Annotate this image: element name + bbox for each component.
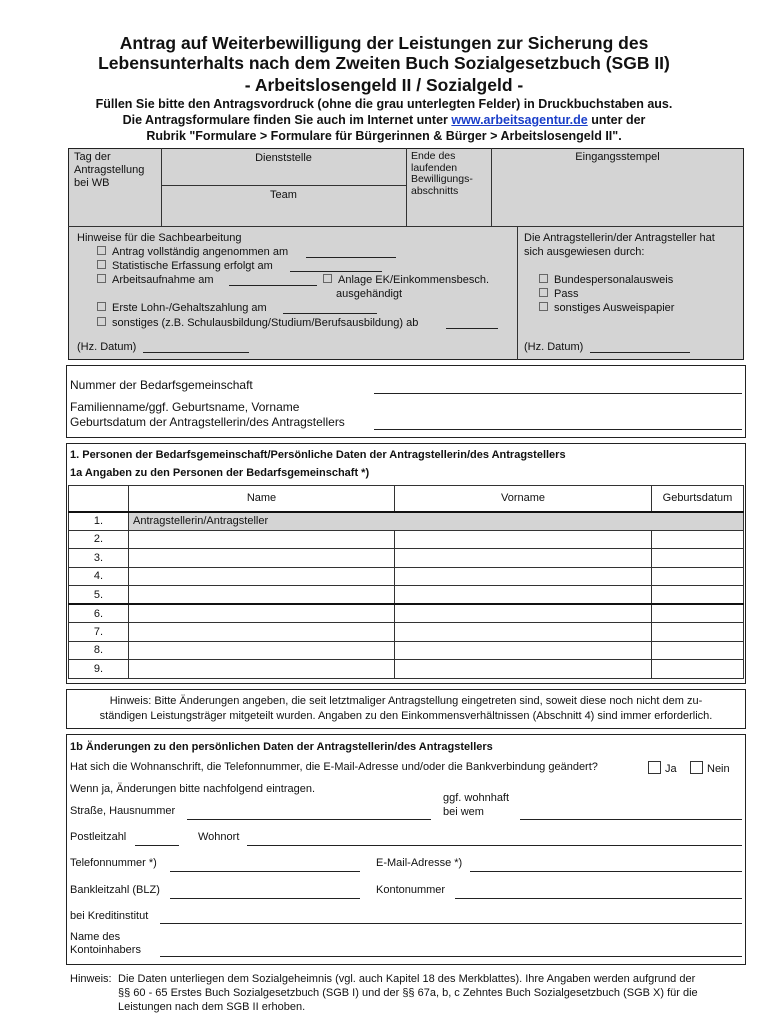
name-cell[interactable] <box>129 641 395 660</box>
blz-label: Bankleitzahl (BLZ) <box>70 884 160 896</box>
bewilligungsabschnitt-label: Ende des laufenden Bewilligungs-abschnitts <box>411 150 473 197</box>
name-label: Familienname/ggf. Geburtsname, Vorname <box>70 400 300 414</box>
checkbox-row[interactable] <box>97 260 273 273</box>
table-row <box>69 512 744 531</box>
bg-nummer-field[interactable] <box>374 393 742 394</box>
telefon-label: Telefonnummer *) <box>70 857 157 869</box>
ausweis-title-2: sich ausgewiesen durch: <box>524 246 645 258</box>
bg-nummer-label: Nummer der Bedarfsgemeinschaft <box>70 378 253 392</box>
row-number: 7. <box>69 623 129 642</box>
plz-label: Postleitzahl <box>70 831 127 843</box>
row-number: 4. <box>69 567 129 586</box>
checkbox-icon[interactable] <box>539 274 548 283</box>
checkbox-row[interactable] <box>97 274 214 287</box>
kontoinhaber-label-1: Name des <box>70 931 121 943</box>
table-row <box>69 549 744 568</box>
footer-label: Hinweis: <box>70 973 112 985</box>
geburtsdatum-cell[interactable] <box>652 549 744 568</box>
name-cell[interactable] <box>129 530 395 549</box>
blz-field[interactable] <box>170 898 360 899</box>
checkbox-label: Pass <box>554 288 579 300</box>
vorname-cell[interactable] <box>395 530 652 549</box>
wohnhaft-label-2: bei wem <box>443 806 484 818</box>
nein-option[interactable] <box>690 761 730 775</box>
checkbox-row[interactable] <box>97 317 418 330</box>
table-row <box>69 586 744 605</box>
checkbox-icon[interactable] <box>648 761 661 774</box>
ja-option[interactable] <box>648 761 677 775</box>
hinweis-line-1: Hinweis: Bitte Änderungen angeben, die seit letztmaliger Antragstellung eingetreten sind, soweit diese noch nicht dem zu- <box>109 695 703 707</box>
geburtsdatum-cell[interactable] <box>652 604 744 623</box>
plz-field[interactable] <box>135 845 179 846</box>
geburtsdatum-cell[interactable] <box>652 567 744 586</box>
checkbox-label: sonstiges Ausweispapier <box>554 302 675 314</box>
name-cell[interactable] <box>129 567 395 586</box>
persons-table <box>68 485 744 679</box>
column-header-geburtsdatum: Geburtsdatum <box>652 486 744 512</box>
kontonummer-label: Kontonummer <box>376 884 446 896</box>
footer-line-1: Die Daten unterliegen dem Sozialgeheimnis (vgl. auch Kapitel 18 des Merkblattes). Ihre Angaben werden aufgrund der <box>118 973 696 985</box>
checkbox-icon[interactable] <box>323 274 332 283</box>
checkbox-label: Erste Lohn-/Gehaltszahlung am <box>112 302 267 314</box>
kreditinstitut-field[interactable] <box>160 923 742 924</box>
name-cell[interactable] <box>129 623 395 642</box>
instruction-line-1: Füllen Sie bitte den Antragsvordruck (ohne die grau unterlegten Felder) in Druckbuchstaben aus. <box>95 97 673 111</box>
ausweis-option[interactable] <box>539 274 673 287</box>
geburtsdatum-cell[interactable] <box>652 586 744 605</box>
ausweis-option[interactable] <box>539 302 674 315</box>
hinweis-line-2: ständigen Leistungsträger mitgeteilt wurden. Angaben zu den Einkommensverhältnissen (Abschnitt 4) sind immer erforderlich. <box>99 710 713 722</box>
checkbox-label: Statistische Erfassung erfolgt am <box>112 260 273 272</box>
telefon-field[interactable] <box>170 871 360 872</box>
hz-datum-label: (Hz. Datum) <box>77 341 137 353</box>
footer-line-2: §§ 60 - 65 Erstes Buch Sozialgesetzbuch (SGB I) und der §§ 67a, b, c Zehntes Buch Sozialgesetzbuch (SGB X) für die <box>118 987 698 999</box>
dienststelle-label: Dienststelle <box>255 152 312 164</box>
row-1-name-cell: Antragstellerin/Antragsteller <box>129 512 744 531</box>
row-number: 9. <box>69 660 129 679</box>
checkbox-icon[interactable] <box>97 274 106 283</box>
geburtsdatum-cell[interactable] <box>652 530 744 549</box>
table-row <box>69 660 744 679</box>
hinweise-title: Hinweise für die Sachbearbeitung <box>77 232 242 244</box>
anlage-label-2: ausgehändigt <box>336 288 403 300</box>
section-1b-title: 1b Änderungen zu den persönlichen Daten der Antragstellerin/des Antragstellers <box>70 741 493 753</box>
vorname-cell[interactable] <box>395 641 652 660</box>
checkbox-row[interactable] <box>97 302 267 315</box>
vorname-cell[interactable] <box>395 660 652 679</box>
table-row <box>69 530 744 549</box>
checkbox-label: Antrag vollständig angenommen am <box>112 246 289 258</box>
wohnort-label: Wohnort <box>198 831 240 843</box>
table-row <box>69 623 744 642</box>
checkbox-icon[interactable] <box>539 302 548 311</box>
ausweis-title-1: Die Antragstellerin/der Antragsteller hat <box>524 232 715 244</box>
geburtsdatum-label: Geburtsdatum der Antragstellerin/des Antragstellers <box>70 415 345 429</box>
footer-line-3: Leistungen nach dem SGB II erhoben. <box>118 1001 306 1013</box>
name-cell[interactable] <box>129 586 395 605</box>
instruction-line-3: Rubrik "Formulare > Formulare für Bürgerinnen & Bürger > Arbeitslosengeld II". <box>146 129 622 143</box>
email-label: E-Mail-Adresse *) <box>376 857 463 869</box>
checkbox-icon[interactable] <box>690 761 703 774</box>
title-line-1: Antrag auf Weiterbewilligung der Leistungen zur Sicherung des <box>119 33 649 53</box>
wohnhaft-field[interactable] <box>520 819 742 820</box>
ausweis-option[interactable] <box>539 288 578 301</box>
row-number: 6. <box>69 604 129 623</box>
team-label: Team <box>270 189 297 201</box>
row-number: 2. <box>69 530 129 549</box>
kreditinstitut-label: bei Kreditinstitut <box>70 910 149 922</box>
wohnhaft-label-1: ggf. wohnhaft <box>443 792 510 804</box>
checkbox-label: sonstiges (z.B. Schulausbildung/Studium/Berufsausbildung) ab <box>112 317 419 329</box>
email-field[interactable] <box>470 871 742 872</box>
instruction-text: unter der <box>587 113 646 127</box>
title-line-2: Lebensunterhalts nach dem Zweiten Buch Sozialgesetzbuch (SGB II) <box>98 53 670 73</box>
kontoinhaber-field[interactable] <box>160 956 742 957</box>
kontonummer-field[interactable] <box>455 898 742 899</box>
ja-label: Ja <box>665 763 677 775</box>
checkbox-icon[interactable] <box>97 260 106 269</box>
nein-label: Nein <box>707 763 730 775</box>
name-cell[interactable] <box>129 604 395 623</box>
name-geburt-field[interactable] <box>374 429 742 430</box>
antragstellung-date-label: Tag der Antragstellung bei WB <box>74 151 145 189</box>
geburtsdatum-cell[interactable] <box>652 641 744 660</box>
row-number: 1. <box>69 512 129 531</box>
vorname-cell[interactable] <box>395 549 652 568</box>
name-cell[interactable] <box>129 660 395 679</box>
vorname-cell[interactable] <box>395 586 652 605</box>
anlage-checkbox-row[interactable] <box>323 274 489 287</box>
table-row <box>69 641 744 660</box>
wenn-ja-hint: Wenn ja, Änderungen bitte nachfolgend eintragen. <box>70 783 316 795</box>
checkbox-label: Bundespersonalausweis <box>554 274 674 286</box>
strasse-field[interactable] <box>187 819 431 820</box>
wohnort-field[interactable] <box>247 845 742 846</box>
row-number: 5. <box>69 586 129 605</box>
instruction-line-2 <box>0 113 768 128</box>
website-link[interactable]: www.arbeitsagentur.de <box>451 113 588 127</box>
aenderung-question: Hat sich die Wohnanschrift, die Telefonnummer, die E-Mail-Adresse und/oder die Bankverbindung geändert? <box>70 761 598 773</box>
column-header-name: Name <box>129 486 395 512</box>
checkbox-icon[interactable] <box>539 288 548 297</box>
checkbox-icon[interactable] <box>97 246 106 255</box>
row-number: 3. <box>69 549 129 568</box>
section-1-title: 1. Personen der Bedarfsgemeinschaft/Persönliche Daten der Antragstellerin/des Antragstellers <box>70 449 566 461</box>
checkbox-row[interactable] <box>97 246 288 259</box>
vorname-cell[interactable] <box>395 623 652 642</box>
geburtsdatum-cell[interactable] <box>652 623 744 642</box>
checkbox-icon[interactable] <box>97 317 106 326</box>
column-header-vorname: Vorname <box>395 486 652 512</box>
checkbox-icon[interactable] <box>97 302 106 311</box>
name-cell[interactable] <box>129 549 395 568</box>
title-line-3: - Arbeitslosengeld II / Sozialgeld - <box>244 75 524 95</box>
vorname-cell[interactable] <box>395 604 652 623</box>
hz-datum-label-2: (Hz. Datum) <box>524 341 584 353</box>
strasse-label: Straße, Hausnummer <box>70 805 176 817</box>
row-number: 8. <box>69 641 129 660</box>
checkbox-label: Arbeitsaufnahme am <box>112 274 214 286</box>
table-row <box>69 567 744 586</box>
geburtsdatum-cell[interactable] <box>652 660 744 679</box>
checkbox-label: Anlage EK/Einkommensbesch. <box>338 274 490 286</box>
eingangsstempel-label: Eingangsstempel <box>575 151 660 163</box>
kontoinhaber-label-2: Kontoinhabers <box>70 944 141 956</box>
section-1a-title: 1a Angaben zu den Personen der Bedarfsgemeinschaft *) <box>70 467 370 479</box>
vorname-cell[interactable] <box>395 567 652 586</box>
instruction-text: Die Antragsformulare finden Sie auch im Internet unter <box>122 113 452 127</box>
table-row <box>69 604 744 623</box>
